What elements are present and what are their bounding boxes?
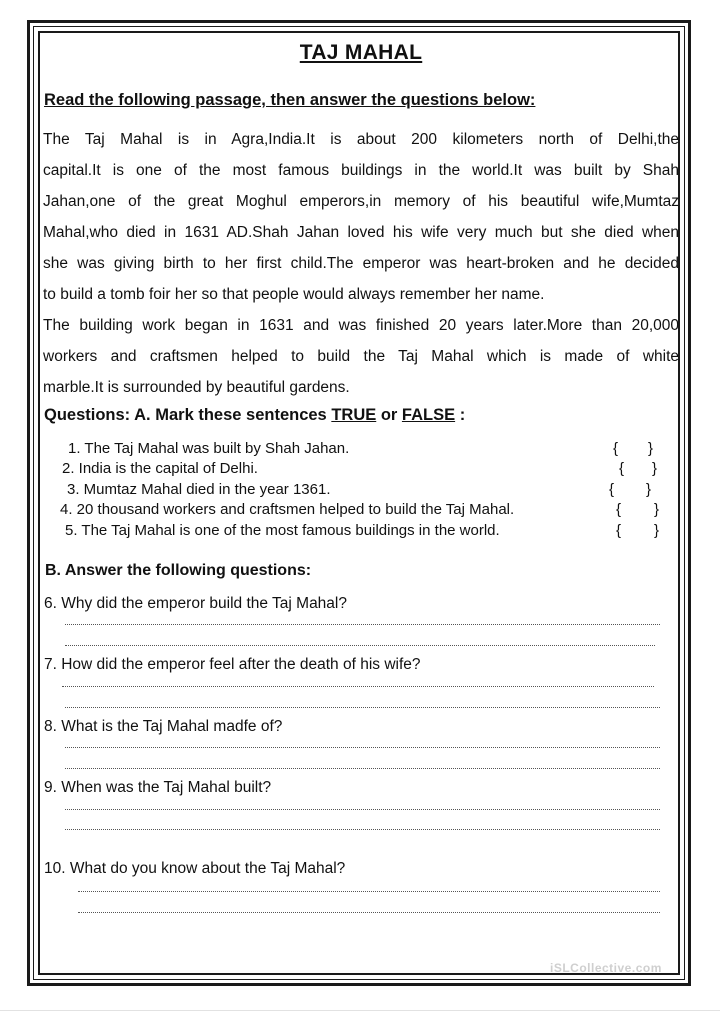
answer-line[interactable] xyxy=(65,829,660,830)
question-7: 7. How did the emperor feel after the death of his wife? xyxy=(44,656,421,673)
answer-brace-open: { xyxy=(616,522,622,539)
passage-line: Mahal,who died in 1631 AD.Shah Jahan loved his wife very much but she died when xyxy=(43,224,679,241)
question-10: 10. What do you know about the Taj Mahal? xyxy=(44,860,346,877)
answer-brace-open: { xyxy=(619,460,625,477)
passage-line: Jahan,one of the great Moghul emperors,in memory of his beautiful wife,Mumtaz xyxy=(43,193,679,210)
answer-brace-close: } xyxy=(654,522,660,539)
passage-line: The building work began in 1631 and was finished 20 years later.More than 20,000 xyxy=(43,317,679,334)
true-false-item: 3. Mumtaz Mahal died in the year 1361. xyxy=(67,481,331,498)
answer-line[interactable] xyxy=(65,809,660,810)
true-label: TRUE xyxy=(331,406,377,424)
answer-line[interactable] xyxy=(65,624,660,625)
passage-line: The Taj Mahal is in Agra,India.It is about 200 kilometers north of Delhi,the xyxy=(43,131,679,148)
section-a-heading xyxy=(44,406,465,425)
answer-brace-open: { xyxy=(613,440,619,457)
answer-line[interactable] xyxy=(65,707,660,708)
or-label: or xyxy=(376,406,402,424)
true-false-item: 1. The Taj Mahal was built by Shah Jahan. xyxy=(68,440,350,457)
page-title: TAJ MAHAL xyxy=(299,41,423,64)
answer-line[interactable] xyxy=(78,891,660,892)
section-b-heading: B. Answer the following questions: xyxy=(45,562,312,579)
passage-line: to build a tomb foir her so that people would always remember her name. xyxy=(43,286,545,303)
answer-brace-close: } xyxy=(654,501,660,518)
question-9: 9. When was the Taj Mahal built? xyxy=(44,779,272,796)
page-bottom-divider xyxy=(0,1010,720,1011)
passage-line: marble.It is surrounded by beautiful gardens. xyxy=(43,379,350,396)
passage-line: she was giving birth to her first child.The emperor was heart-broken and he decided xyxy=(43,255,679,272)
answer-line[interactable] xyxy=(65,768,660,769)
section-a-prefix: Questions: A. Mark these sentences xyxy=(44,406,332,424)
true-false-item: 4. 20 thousand workers and craftsmen helped to build the Taj Mahal. xyxy=(60,501,515,518)
instruction: Read the following passage, then answer the questions below: xyxy=(44,91,536,109)
answer-line[interactable] xyxy=(62,686,654,687)
answer-line[interactable] xyxy=(78,912,660,913)
true-false-item: 5. The Taj Mahal is one of the most famous buildings in the world. xyxy=(65,522,500,539)
answer-brace-close: } xyxy=(646,481,652,498)
answer-line[interactable] xyxy=(65,747,660,748)
answer-brace-close: } xyxy=(652,460,658,477)
false-label: FALSE xyxy=(401,406,456,424)
passage-line: capital.It is one of the most famous buildings in the world.It was built by Shah xyxy=(43,162,679,179)
answer-brace-open: { xyxy=(609,481,615,498)
answer-brace-open: { xyxy=(616,501,622,518)
answer-line[interactable] xyxy=(65,645,655,646)
question-8: 8. What is the Taj Mahal madfe of? xyxy=(44,718,283,735)
question-6: 6. Why did the emperor build the Taj Mahal? xyxy=(44,595,347,612)
section-a-suffix: : xyxy=(455,406,466,424)
answer-brace-close: } xyxy=(648,440,654,457)
passage-line: workers and craftsmen helped to build the Taj Mahal which is made of white xyxy=(43,348,679,365)
true-false-item: 2. India is the capital of Delhi. xyxy=(62,460,258,477)
watermark: iSLCollective.com xyxy=(550,961,662,975)
